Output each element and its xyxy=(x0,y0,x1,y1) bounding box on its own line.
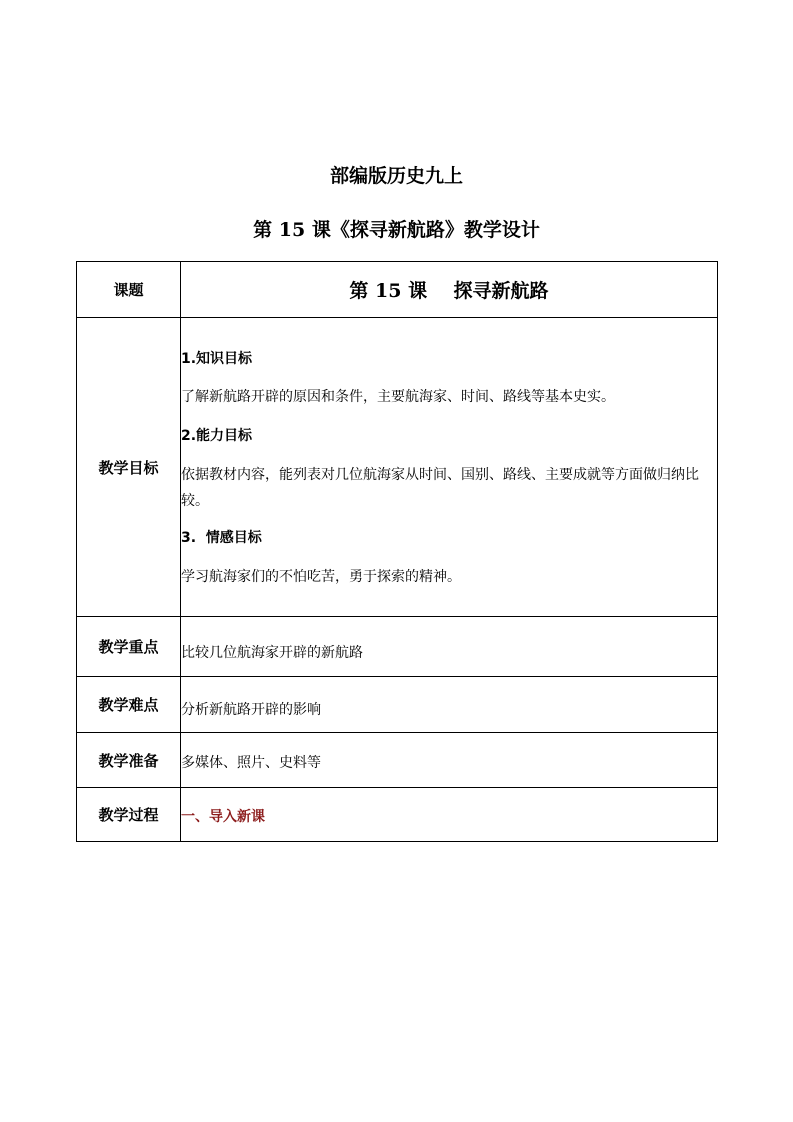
goal-text-ability: 依据教材内容，能列表对几位航海家从时间、国别、路线、主要成就等方面做归纳比较。 xyxy=(181,466,699,509)
difficulty-cell xyxy=(181,677,718,733)
goal-heading-knowledge: 1.知识目标 xyxy=(181,350,253,367)
process-label: 教学过程 xyxy=(77,788,181,842)
focus-label: 教学重点 xyxy=(77,617,181,677)
topic-cell xyxy=(181,262,718,318)
topic-label: 课题 xyxy=(77,262,181,318)
process-value: 一、导入新课 xyxy=(181,809,265,825)
lesson-plan-table xyxy=(76,261,718,842)
goals-cell xyxy=(181,318,718,617)
table-row-process xyxy=(77,788,718,842)
goals-label: 教学目标 xyxy=(77,318,181,617)
preparation-label: 教学准备 xyxy=(77,733,181,788)
goal-heading-ability: 2.能力目标 xyxy=(181,427,253,444)
preparation-value: 多媒体、照片、史料等 xyxy=(181,754,321,771)
table-row-goals xyxy=(77,318,718,617)
focus-cell xyxy=(181,617,718,677)
table-row-focus xyxy=(77,617,718,677)
lesson-name: 第 15 课 探寻新航路 xyxy=(349,280,549,302)
table-row-preparation xyxy=(77,733,718,788)
table-row-difficulty xyxy=(77,677,718,733)
goal-text-emotion: 学习航海家们的不怕吃苦，勇于探索的精神。 xyxy=(181,568,461,585)
goal-heading-emotion: 3. 情感目标 xyxy=(181,529,262,546)
difficulty-value: 分析新航路开辟的影响 xyxy=(181,701,321,718)
table-row-topic xyxy=(77,262,718,318)
focus-value: 比较几位航海家开辟的新航路 xyxy=(181,644,363,661)
process-cell xyxy=(181,788,718,842)
preparation-cell xyxy=(181,733,718,788)
goal-text-knowledge: 了解新航路开辟的原因和条件，主要航海家、时间、路线等基本史实。 xyxy=(181,388,615,405)
document-title: 部编版历史九上 xyxy=(329,165,463,187)
document-subtitle: 第 15 课《探寻新航路》教学设计 xyxy=(253,219,540,241)
difficulty-label: 教学难点 xyxy=(77,677,181,733)
